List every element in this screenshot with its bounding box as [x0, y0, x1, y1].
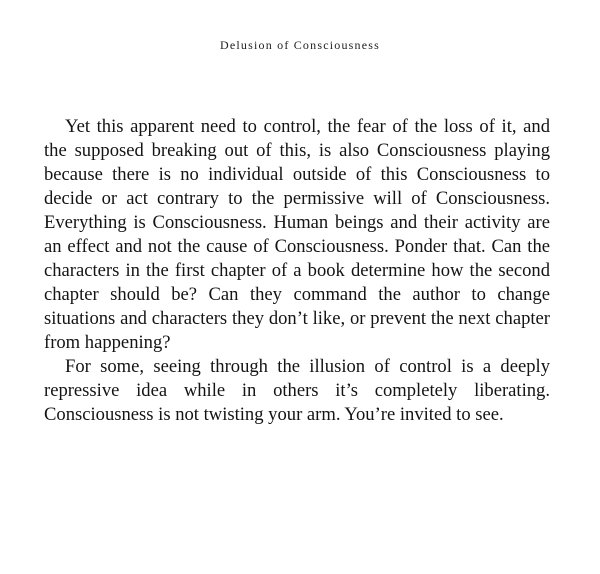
paragraph-1: Yet this apparent need to control, the fear of the loss of it, and the supposed breaking out of this, is also Consciousness playing because there is no individual outside of this Consciousness to decide or act contrary to the permissive will of Consciousness. Everything is Consciousness. Human beings and their activity are an effect and not the cause of Consciousness. Ponder that. Can the characters in the first chapter of a book determine how the second chapter should be? Can they command the author to change situations and characters they don’t like, or prevent the next chapter from happening? [44, 116, 550, 353]
body-text [44, 115, 550, 427]
paragraph-2: For some, seeing through the illusion of control is a deeply repressive idea while in others it’s completely liberating. Consciousness is not twisting your arm. You’re invited to see. [44, 356, 550, 425]
running-head: Delusion of Consciousness [220, 38, 380, 52]
